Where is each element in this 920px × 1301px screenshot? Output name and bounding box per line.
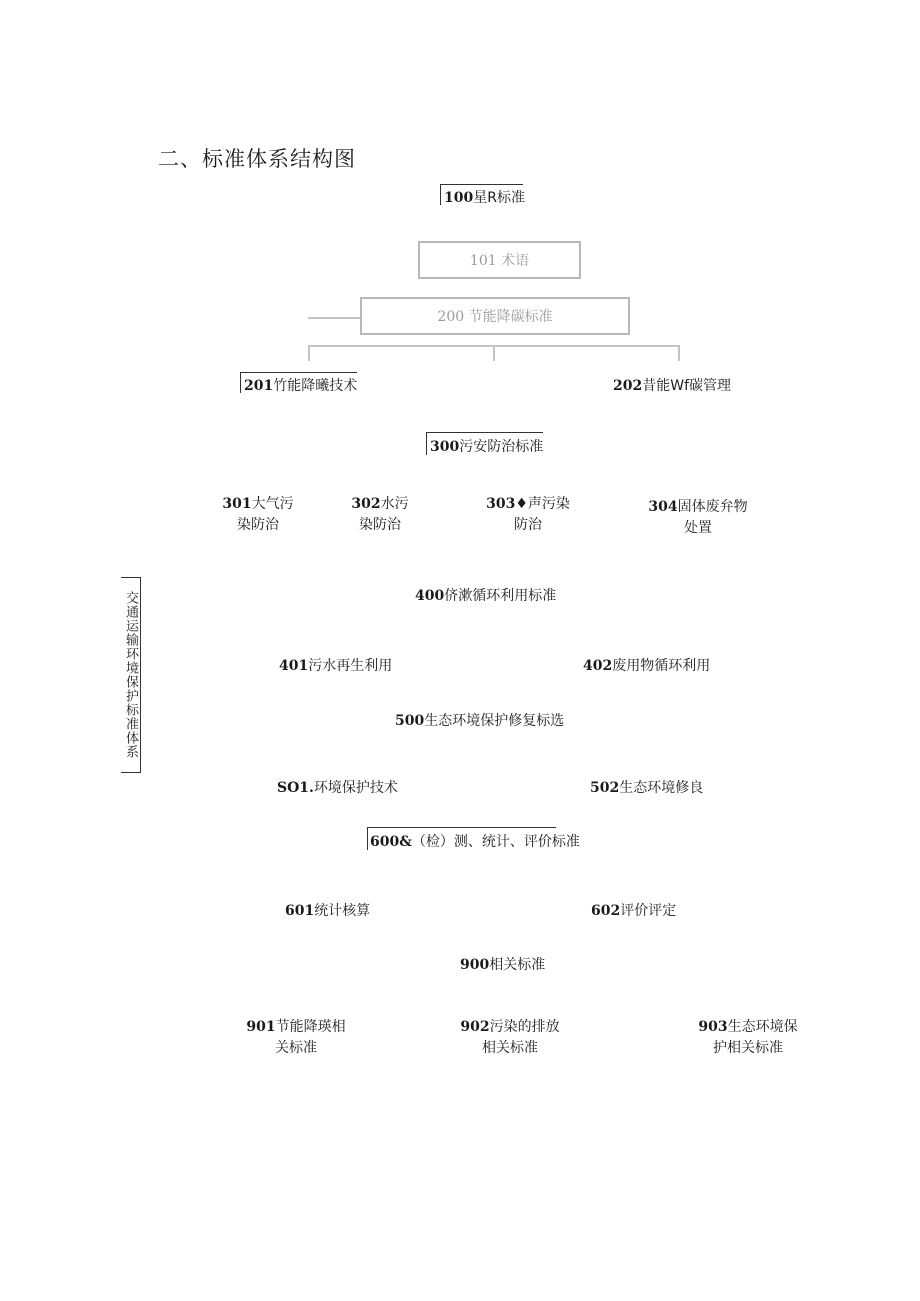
node-304 (638, 497, 758, 539)
node-402 (583, 656, 710, 677)
tree-drop-right (678, 345, 680, 361)
node-402-code: 402 (583, 658, 613, 674)
node-304-code: 304 (648, 499, 678, 515)
node-300-label: 污安防治标准 (459, 439, 544, 455)
node-303 (478, 494, 578, 536)
node-300 (430, 437, 543, 458)
node-501-label: 环境保护技术 (313, 780, 398, 796)
node-903-code: 903 (698, 1019, 728, 1035)
node-304-text1: 固体废弁物 (677, 499, 748, 515)
box-200-label: 200 节能降碳标准 (437, 309, 553, 325)
node-601-label: 统计核算 (314, 903, 371, 919)
node-900-code: 900 (460, 957, 490, 973)
node-601 (285, 901, 370, 922)
node-304-line1 (638, 497, 758, 518)
node-901-line1 (236, 1017, 356, 1038)
node-901-code: 901 (246, 1019, 276, 1035)
node-301-text1: 大气污 (251, 496, 294, 512)
box-101-label: 101 术语 (469, 253, 530, 269)
node-900 (460, 955, 545, 976)
node-100 (444, 188, 525, 209)
node-303-code: 303♦ (486, 496, 528, 512)
node-301-line2: 染防治 (237, 517, 279, 533)
page-title: 二、标准体系结构图 (158, 147, 356, 171)
node-502-code: 502 (590, 780, 620, 796)
node-401 (279, 656, 392, 677)
node-902-text1: 污染的排放 (489, 1019, 560, 1035)
node-600-code: 600& (370, 834, 412, 850)
tree-drop-left (308, 345, 310, 361)
node-901-text1: 节能降瑛相 (275, 1019, 346, 1035)
node-303-line1 (478, 494, 578, 515)
node-500 (395, 711, 564, 732)
node-304-line2: 处置 (684, 520, 712, 536)
node-100-label: 星R标准 (473, 190, 525, 206)
node-400-code: 400 (415, 588, 445, 604)
node-502-label: 生态环境修良 (619, 780, 704, 796)
node-902 (450, 1017, 570, 1059)
node-602-label: 评价评定 (620, 903, 677, 919)
node-501 (277, 778, 398, 799)
node-600-label: （检）测、统计、评价标准 (411, 834, 580, 850)
node-402-label: 废用物循环利用 (612, 658, 711, 674)
node-401-label: 污水再生利用 (308, 658, 393, 674)
node-900-label: 相关标准 (489, 957, 546, 973)
node-302-line2: 染防治 (359, 517, 401, 533)
node-500-label: 生态环境保护修复标选 (424, 713, 565, 729)
node-302-text1: 水污 (380, 496, 409, 512)
node-303-line2: 防治 (514, 517, 542, 533)
box-101 (418, 241, 581, 279)
node-901 (236, 1017, 356, 1059)
node-100-code: 100 (444, 190, 474, 206)
side-label: 交通运输环境保护标准体系 (121, 577, 141, 773)
node-902-line1 (450, 1017, 570, 1038)
box-200 (360, 297, 630, 335)
node-903-line2: 护相关标准 (713, 1040, 783, 1056)
node-400 (415, 586, 556, 607)
node-901-line2: 关标准 (275, 1040, 317, 1056)
node-903-text1: 生态环境保 (727, 1019, 798, 1035)
node-902-code: 902 (460, 1019, 490, 1035)
node-301-line1 (208, 494, 308, 515)
node-301-code: 301 (222, 496, 252, 512)
tree-drop-mid (493, 345, 495, 361)
node-301 (208, 494, 308, 536)
node-202-label: 昔能Wf碳管理 (642, 378, 732, 394)
node-502 (590, 778, 703, 799)
node-401-code: 401 (279, 658, 309, 674)
node-201-code: 201 (244, 378, 274, 394)
node-300-code: 300 (430, 439, 460, 455)
node-202-code: 202 (613, 378, 643, 394)
node-202 (613, 376, 731, 397)
node-201-label: 竹能降曦技术 (273, 378, 358, 394)
node-903-line1 (686, 1017, 810, 1038)
node-501-code: SO1. (277, 780, 314, 796)
connector-stub (308, 317, 360, 319)
node-400-label: 侪漱循环利用标准 (444, 588, 557, 604)
node-303-text1: 声污染 (527, 496, 570, 512)
node-601-code: 601 (285, 903, 315, 919)
node-902-line2: 相关标准 (482, 1040, 538, 1056)
node-903 (686, 1017, 810, 1059)
node-302 (330, 494, 430, 536)
node-302-code: 302 (351, 496, 381, 512)
node-302-line1 (330, 494, 430, 515)
node-600 (370, 832, 580, 853)
node-602-code: 602 (591, 903, 621, 919)
node-201 (244, 376, 357, 397)
node-602 (591, 901, 676, 922)
node-500-code: 500 (395, 713, 425, 729)
